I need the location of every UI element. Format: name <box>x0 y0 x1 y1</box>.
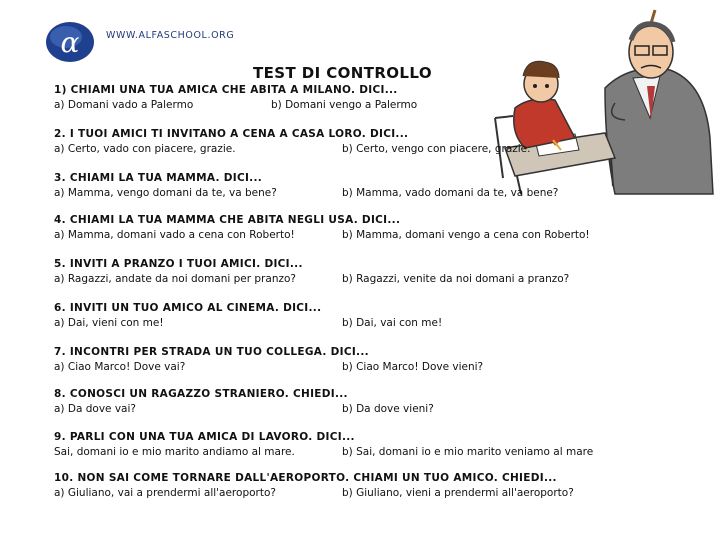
question-8: 8. CONOSCI UN RAGAZZO STRANIERO. CHIEDI... <box>54 388 348 400</box>
answer-a-10: a) Giuliano, vai a prendermi all'aeroporto? <box>54 487 276 499</box>
answer-a-5: a) Ragazzi, andate da noi domani per pranzo? <box>54 273 296 285</box>
question-2: 2. I TUOI AMICI TI INVITANO A CENA A CASA LORO. DICI... <box>54 128 409 140</box>
answer-a-2: a) Certo, vado con piacere, grazie. <box>54 143 236 155</box>
answer-b-4: b) Mamma, domani vengo a cena con Roberto! <box>342 229 590 241</box>
answer-a-9: Sai, domani io e mio marito andiamo al mare. <box>54 446 295 458</box>
alfaschool-logo <box>44 20 96 64</box>
site-url: WWW.ALFASCHOOL.ORG <box>106 30 235 41</box>
answer-a-1: a) Domani vado a Palermo <box>54 99 194 111</box>
question-9: 9. PARLI CON UNA TUA AMICA DI LAVORO. DICI... <box>54 431 355 443</box>
answer-b-9: b) Sai, domani io e mio marito veniamo al mare <box>342 446 594 458</box>
answer-b-7: b) Ciao Marco! Dove vieni? <box>342 361 484 373</box>
question-5: 5. INVITI A PRANZO I TUOI AMICI. DICI... <box>54 258 303 270</box>
answer-b-1: b) Domani vengo a Palermo <box>271 99 418 111</box>
answer-b-2: b) Certo, vengo con piacere, grazie. <box>342 143 531 155</box>
answer-a-3: a) Mamma, vengo domani da te, va bene? <box>54 187 277 199</box>
answer-b-8: b) Da dove vieni? <box>342 403 434 415</box>
answer-a-4: a) Mamma, domani vado a cena con Roberto! <box>54 229 295 241</box>
teacher-student-illustration <box>455 8 717 196</box>
answer-a-7: a) Ciao Marco! Dove vai? <box>54 361 186 373</box>
answer-a-6: a) Dai, vieni con me! <box>54 317 164 329</box>
answer-a-8: a) Da dove vai? <box>54 403 136 415</box>
logo-letter: α <box>60 26 80 59</box>
answer-b-3: b) Mamma, vado domani da te, va bene? <box>342 187 559 199</box>
question-1: 1) CHIAMI UNA TUA AMICA CHE ABITA A MILANO. DICI... <box>54 84 398 96</box>
question-10: 10. NON SAI COME TORNARE DALL'AEROPORTO. CHIAMI UN TUO AMICO. CHIEDI... <box>54 472 557 484</box>
answer-b-10: b) Giuliano, vieni a prendermi all'aeroporto? <box>342 487 574 499</box>
question-4: 4. CHIAMI LA TUA MAMMA CHE ABITA NEGLI USA. DICI... <box>54 214 401 226</box>
question-3: 3. CHIAMI LA TUA MAMMA. DICI... <box>54 172 263 184</box>
answer-b-5: b) Ragazzi, venite da noi domani a pranzo? <box>342 273 570 285</box>
question-7: 7. INCONTRI PER STRADA UN TUO COLLEGA. DICI... <box>54 346 369 358</box>
page-title: TEST DI CONTROLLO <box>253 64 432 82</box>
answer-b-6: b) Dai, vai con me! <box>342 317 443 329</box>
question-6: 6. INVITI UN TUO AMICO AL CINEMA. DICI... <box>54 302 322 314</box>
